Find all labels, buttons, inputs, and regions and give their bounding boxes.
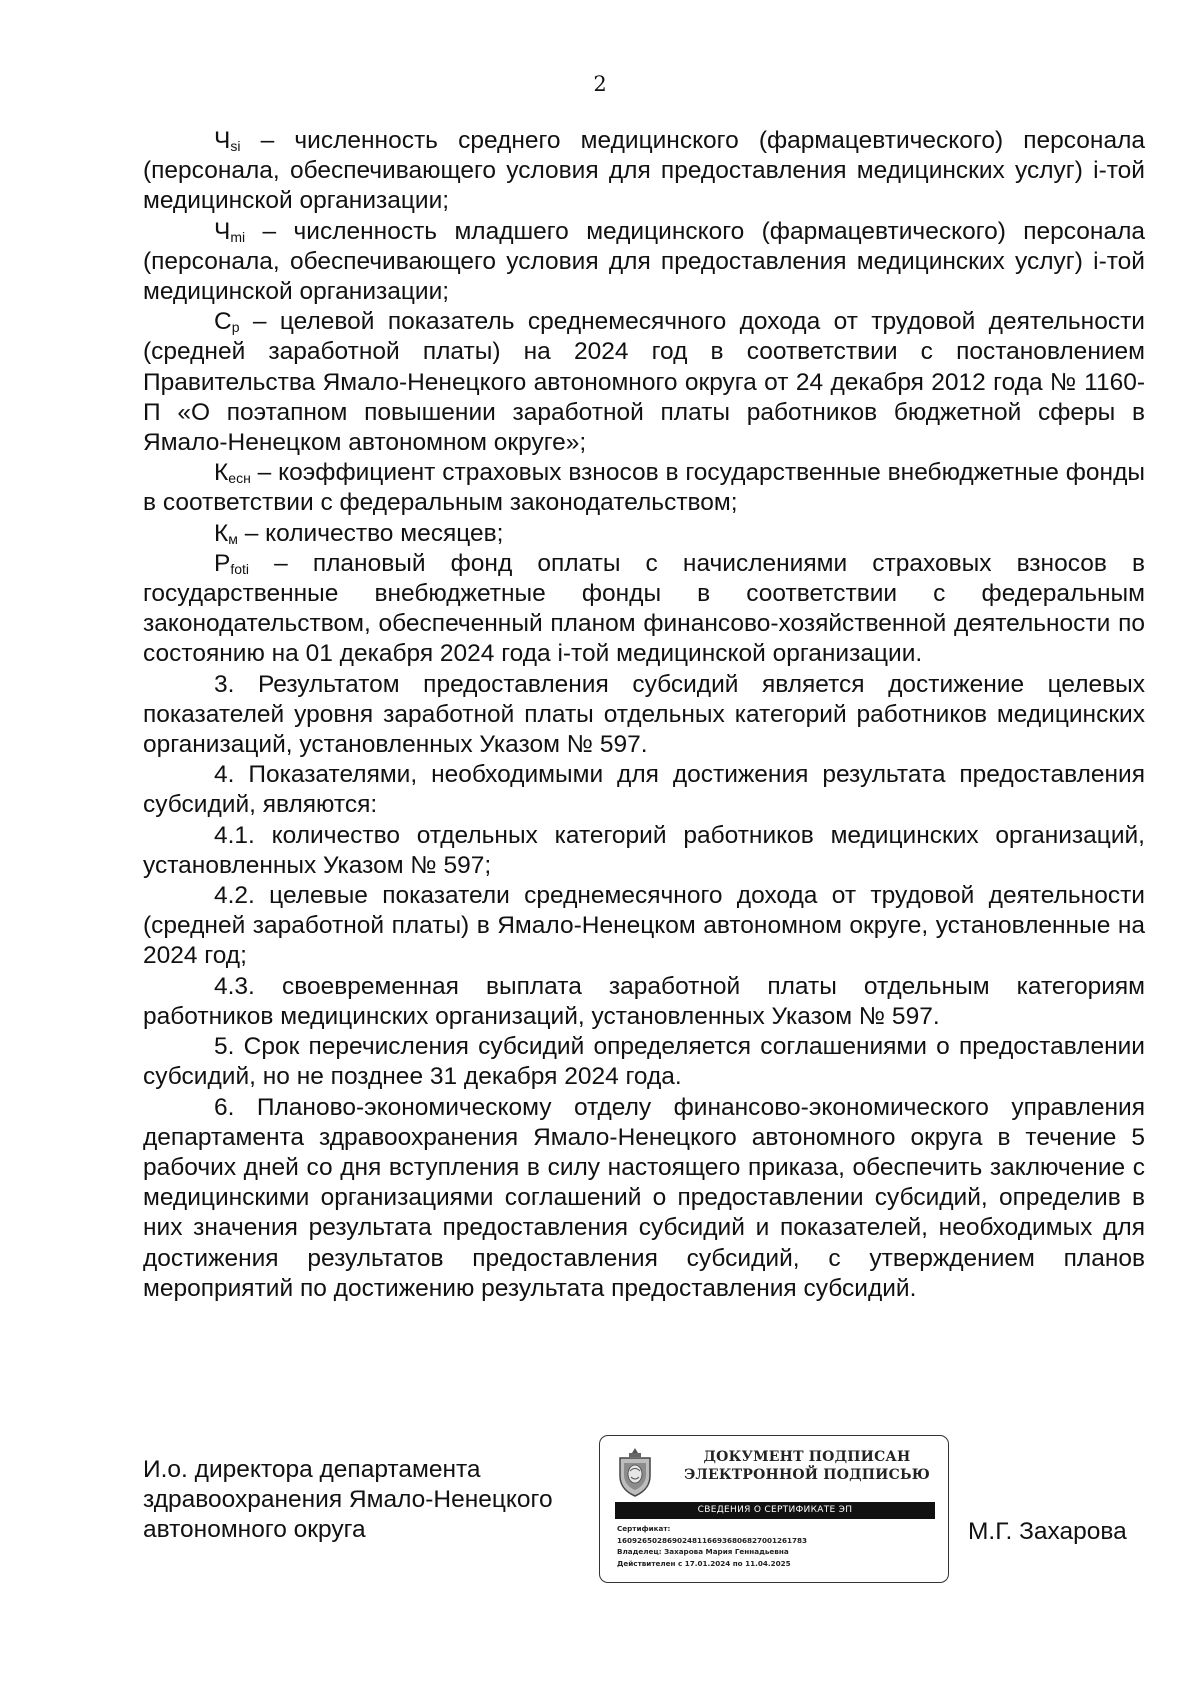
paragraph <box>143 670 1145 761</box>
stamp-title-line: ЭЛЕКТРОННОЙ ПОДПИСЬЮ <box>684 1467 930 1483</box>
document-body <box>143 126 1145 1304</box>
signer-position <box>143 1455 603 1546</box>
paragraph-text: – численность среднего медицинского (фармацевтического) персонала (персонала, обеспечивающего условия для предоставления медицинских услуг) i-той медицинской организации; <box>143 127 1145 215</box>
formula-symbol: Р <box>214 549 231 577</box>
paragraph-text: – численность младшего медицинского (фармацевтического) персонала (персонала, обеспечивающего условия для предоставления медицинских услуг) i-той медицинской организации; <box>143 217 1145 306</box>
paragraph-text: – коэффициент страховых взносов в государственные внебюджетные фонды в соответствии с федеральным законодательством; <box>143 459 1145 517</box>
certificate-number: 16092650286902481166936806827001261783 <box>617 1535 808 1545</box>
formula-subscript: mi <box>230 228 246 245</box>
certificate-label: Сертификат: <box>617 1524 671 1533</box>
paragraph-text: 4.3. своевременная выплата заработной платы отдельным категориям работников медицинских организаций, установленных Указом № 597. <box>143 972 1145 1030</box>
formula-symbol: Ч <box>214 127 231 154</box>
signer-name: М.Г. Захарова <box>968 1518 1127 1545</box>
paragraph <box>143 307 1145 458</box>
formula-subscript: foti <box>230 560 250 577</box>
paragraph <box>143 549 1145 670</box>
paragraph-text: – целевой показатель среднемесячного дохода от трудовой деятельности (средней заработной платы) на 2024 год в соответствии с постановлением Правительства Ямало-Ненецкого автономного округа от 24 декабря 2012 года № 1160-П «О поэтапном повышении заработной платы работников бюджетной сферы в Ямало-Ненецком автономном округе»; <box>143 308 1145 457</box>
paragraph <box>143 126 1145 217</box>
coat-of-arms-icon <box>615 1446 655 1498</box>
paragraph-text: 4.1. количество отдельных категорий работников медицинских организаций, установленных Указом № 597; <box>143 821 1145 879</box>
stamp-title-line: ДОКУМЕНТ ПОДПИСАН <box>703 1449 911 1465</box>
paragraph-text: 6. Планово-экономическому отделу финансово-экономического управления департамента здравоохранения Ямало-Ненецкого автономного округа в течение 5 рабочих дней со дня вступления в силу настоящего приказа, обеспечить заключение с медицинскими организациями соглашений о предоставлении субсидий, определив в них значения результата предоставления субсидий и показателей, необходимых для достижения результатов предоставления субсидий, с утверждением планов мероприятий по достижению результата предоставления субсидий. <box>143 1093 1145 1302</box>
formula-subscript: р <box>231 319 240 336</box>
signer-position-line: И.о. директора департамента <box>143 1456 481 1483</box>
paragraph <box>143 881 1145 972</box>
paragraph <box>143 519 1145 549</box>
paragraph <box>143 217 1145 308</box>
paragraph-text: 5. Срок перечисления субсидий определяется соглашениями о предоставлении субсидий, но не позднее 31 декабря 2024 года. <box>143 1033 1145 1091</box>
paragraph <box>143 972 1145 1032</box>
paragraph <box>143 1093 1145 1304</box>
formula-symbol: К <box>214 459 229 487</box>
electronic-signature-stamp <box>599 1435 949 1583</box>
formula-subscript: есн <box>228 470 251 487</box>
stamp-certificate-bar: СВЕДЕНИЯ О СЕРТИФИКАТЕ ЭП <box>615 1502 935 1519</box>
signer-position-line: автономного округа <box>143 1516 366 1544</box>
paragraph-text: 4.2. целевые показатели среднемесячного дохода от трудовой деятельности (средней заработной платы) в Ямало-Ненецком автономном округе, установленные на 2024 год; <box>143 882 1145 970</box>
paragraph-text: 3. Результатом предоставления субсидий является достижение целевых показателей уровня заработной платы отдельных категорий работников медицинских организаций, установленных Указом № 597. <box>143 670 1145 759</box>
paragraph-text: – плановый фонд оплаты с начислениями страховых взносов в государственные внебюджетные фонды в соответствии с федеральным законодательством, обеспеченный планом финансово-хозяйственной деятельности по состоянию на 01 декабря 2024 года i-той медицинской организации. <box>143 549 1145 668</box>
certificate-owner: Владелец: Захарова Мария Геннадьевна <box>617 1547 789 1556</box>
paragraph-text: 4. Показателями, необходимыми для достижения результата предоставления субсидий, являются: <box>143 761 1145 819</box>
signer-position-line: здравоохранения Ямало-Ненецкого <box>143 1486 553 1514</box>
formula-subscript: si <box>230 138 241 154</box>
paragraph <box>143 1032 1145 1092</box>
formula-symbol: Ч <box>214 217 231 245</box>
paragraph <box>143 821 1145 881</box>
paragraph <box>143 760 1145 820</box>
stamp-title <box>672 1448 942 1484</box>
page-number: 2 <box>593 72 607 96</box>
formula-subscript: м <box>228 530 238 547</box>
paragraph-text: – количество месяцев; <box>237 519 504 547</box>
stamp-certificate-info <box>617 1523 937 1569</box>
certificate-validity: Действителен с 17.01.2024 по 11.04.2025 <box>617 1558 791 1568</box>
paragraph <box>143 458 1145 518</box>
formula-symbol: К <box>214 519 229 547</box>
formula-symbol: С <box>214 308 232 336</box>
